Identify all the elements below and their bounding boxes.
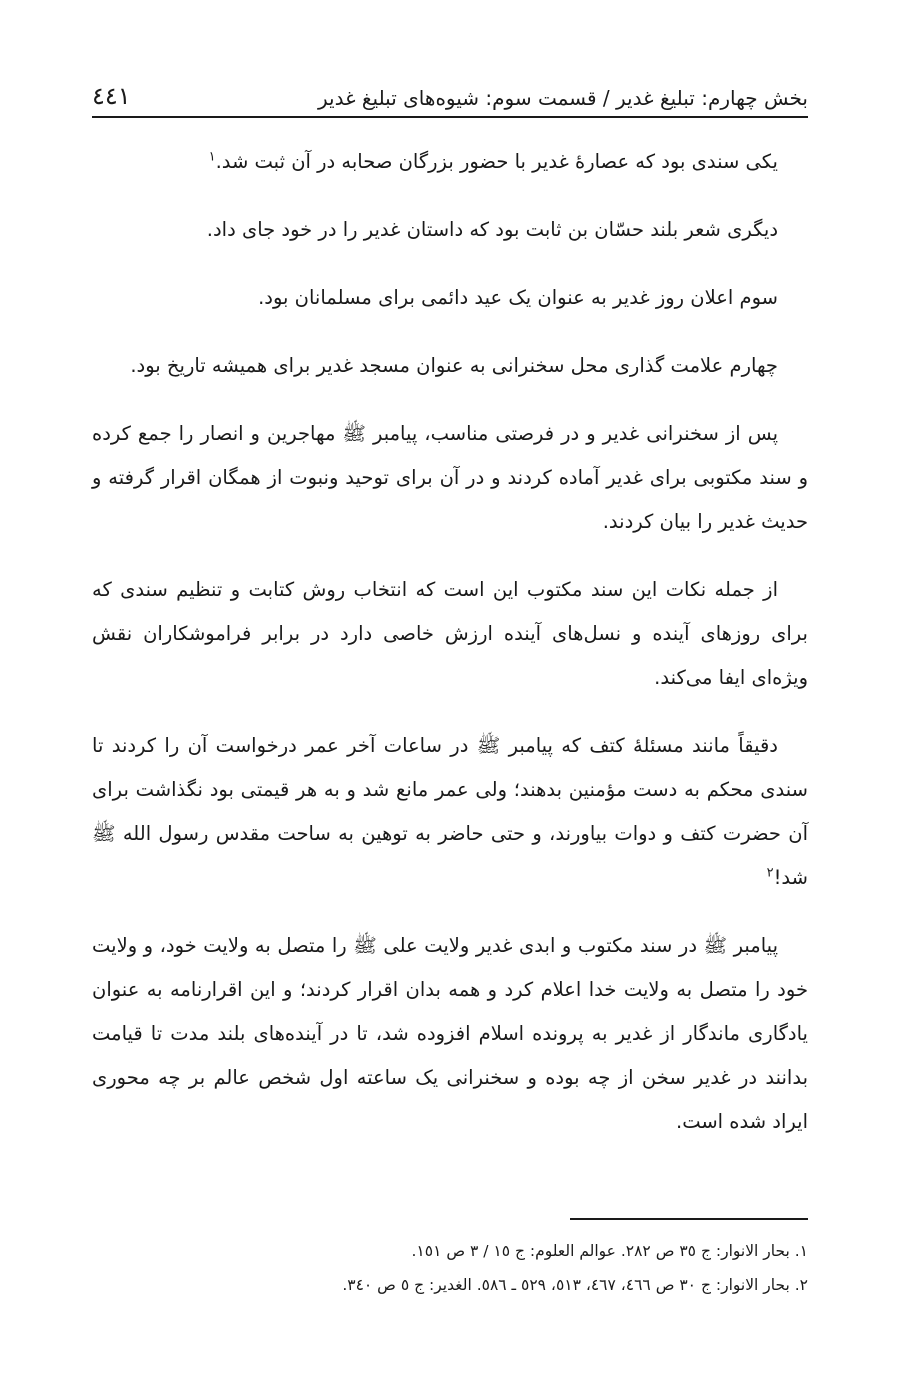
footnote-divider: [570, 1218, 808, 1220]
paragraph: [92, 412, 808, 544]
paragraph: [92, 208, 808, 252]
paragraph-text: سوم اعلان روز غدیر به عنوان یک عید دائمی برای مسلمانان بود.: [258, 286, 778, 309]
page: [92, 62, 808, 1168]
page-header: [92, 62, 808, 118]
page-number: ٤٤١: [92, 82, 131, 110]
paragraph: [92, 140, 808, 184]
running-head: بخش چهارم: تبلیغ غدیر / قسمت سوم: شیوه‌های تبلیغ غدیر: [317, 86, 808, 110]
paragraph: [92, 924, 808, 1144]
footnote-ref[interactable]: ١: [208, 149, 216, 165]
body-text: [92, 140, 808, 1144]
paragraph-text: پیامبر ﷺ در سند مکتوب و ابدی غدیر ولایت علی ﷺ را متصل به ولایت خود، و ولایت خود را متصل به ولایت خدا اعلام کرد و همه بدان اقرار کردند؛ و این اقرارنامه به عنوان یادگاری ماندگار از غدیر به پرونده اسلام افزوده شد، تا در آینده‌های بلند مدت تا قیامت بدانند در غدیر سخن از چه بوده و سخنرانی یک ساعته اول شخص عالم بر چه محوری ایراد شده است.: [92, 934, 808, 1133]
paragraph-text: دیگری شعر بلند حسّان بن ثابت بود که داستان غدیر را در خود جای داد.: [206, 218, 778, 241]
paragraph-text: از جمله نکات این سند مکتوب این است که انتخاب روش کتابت و تنظیم سندی که برای روزهای آینده و نسل‌های آینده ارزش خاصی دارد در برابر فراموشکاران نقش ویژه‌ای ایفا می‌کند.: [92, 578, 808, 689]
paragraph: [92, 344, 808, 388]
footnote-2: ٢. بحار الانوار: ج ٣٠ ص ٤٦٦، ٤٦٧، ٥١٣، ٥٢٩ ـ ٥٨٦. الغدیر: ج ٥ ص ٣٤٠.: [342, 1276, 808, 1294]
paragraph: [92, 276, 808, 320]
paragraph: [92, 568, 808, 700]
paragraph: [92, 724, 808, 900]
paragraph-text: یکی سندی بود که عصارۀ غدیر با حضور بزرگان صحابه در آن ثبت شد.: [215, 150, 778, 173]
footnote-ref[interactable]: ٢: [766, 865, 774, 881]
paragraph-text: چهارم علامت گذاری محل سخنرانی به عنوان مسجد غدیر برای همیشه تاریخ بود.: [130, 354, 778, 377]
paragraph-text: پس از سخنرانی غدیر و در فرصتی مناسب، پیامبر ﷺ مهاجرین و انصار را جمع کرده و سند مکتوبی برای غدیر آماده کردند و در آن برای توحید ونبوت از همگان اقرار گرفته و حدیث غدیر را بیان کردند.: [92, 422, 808, 533]
footnote-1: ١. بحار الانوار: ج ٣٥ ص ٢٨٢. عوالم العلوم: ج ١٥ / ٣ ص ١٥١.: [411, 1242, 808, 1260]
footnotes: [92, 1234, 808, 1302]
paragraph-text: دقیقاً مانند مسئلۀ کتف که پیامبر ﷺ در ساعات آخر عمر درخواست آن را کردند تا سندی محکم به دست مؤمنین بدهند؛ ولی عمر مانع شد و به هر قیمتی بود نگذاشت برای آن حضرت کتف و دوات بیاورند، و حتی حاضر به توهین به ساحت مقدس رسول الله ﷺ شد!: [92, 734, 808, 889]
